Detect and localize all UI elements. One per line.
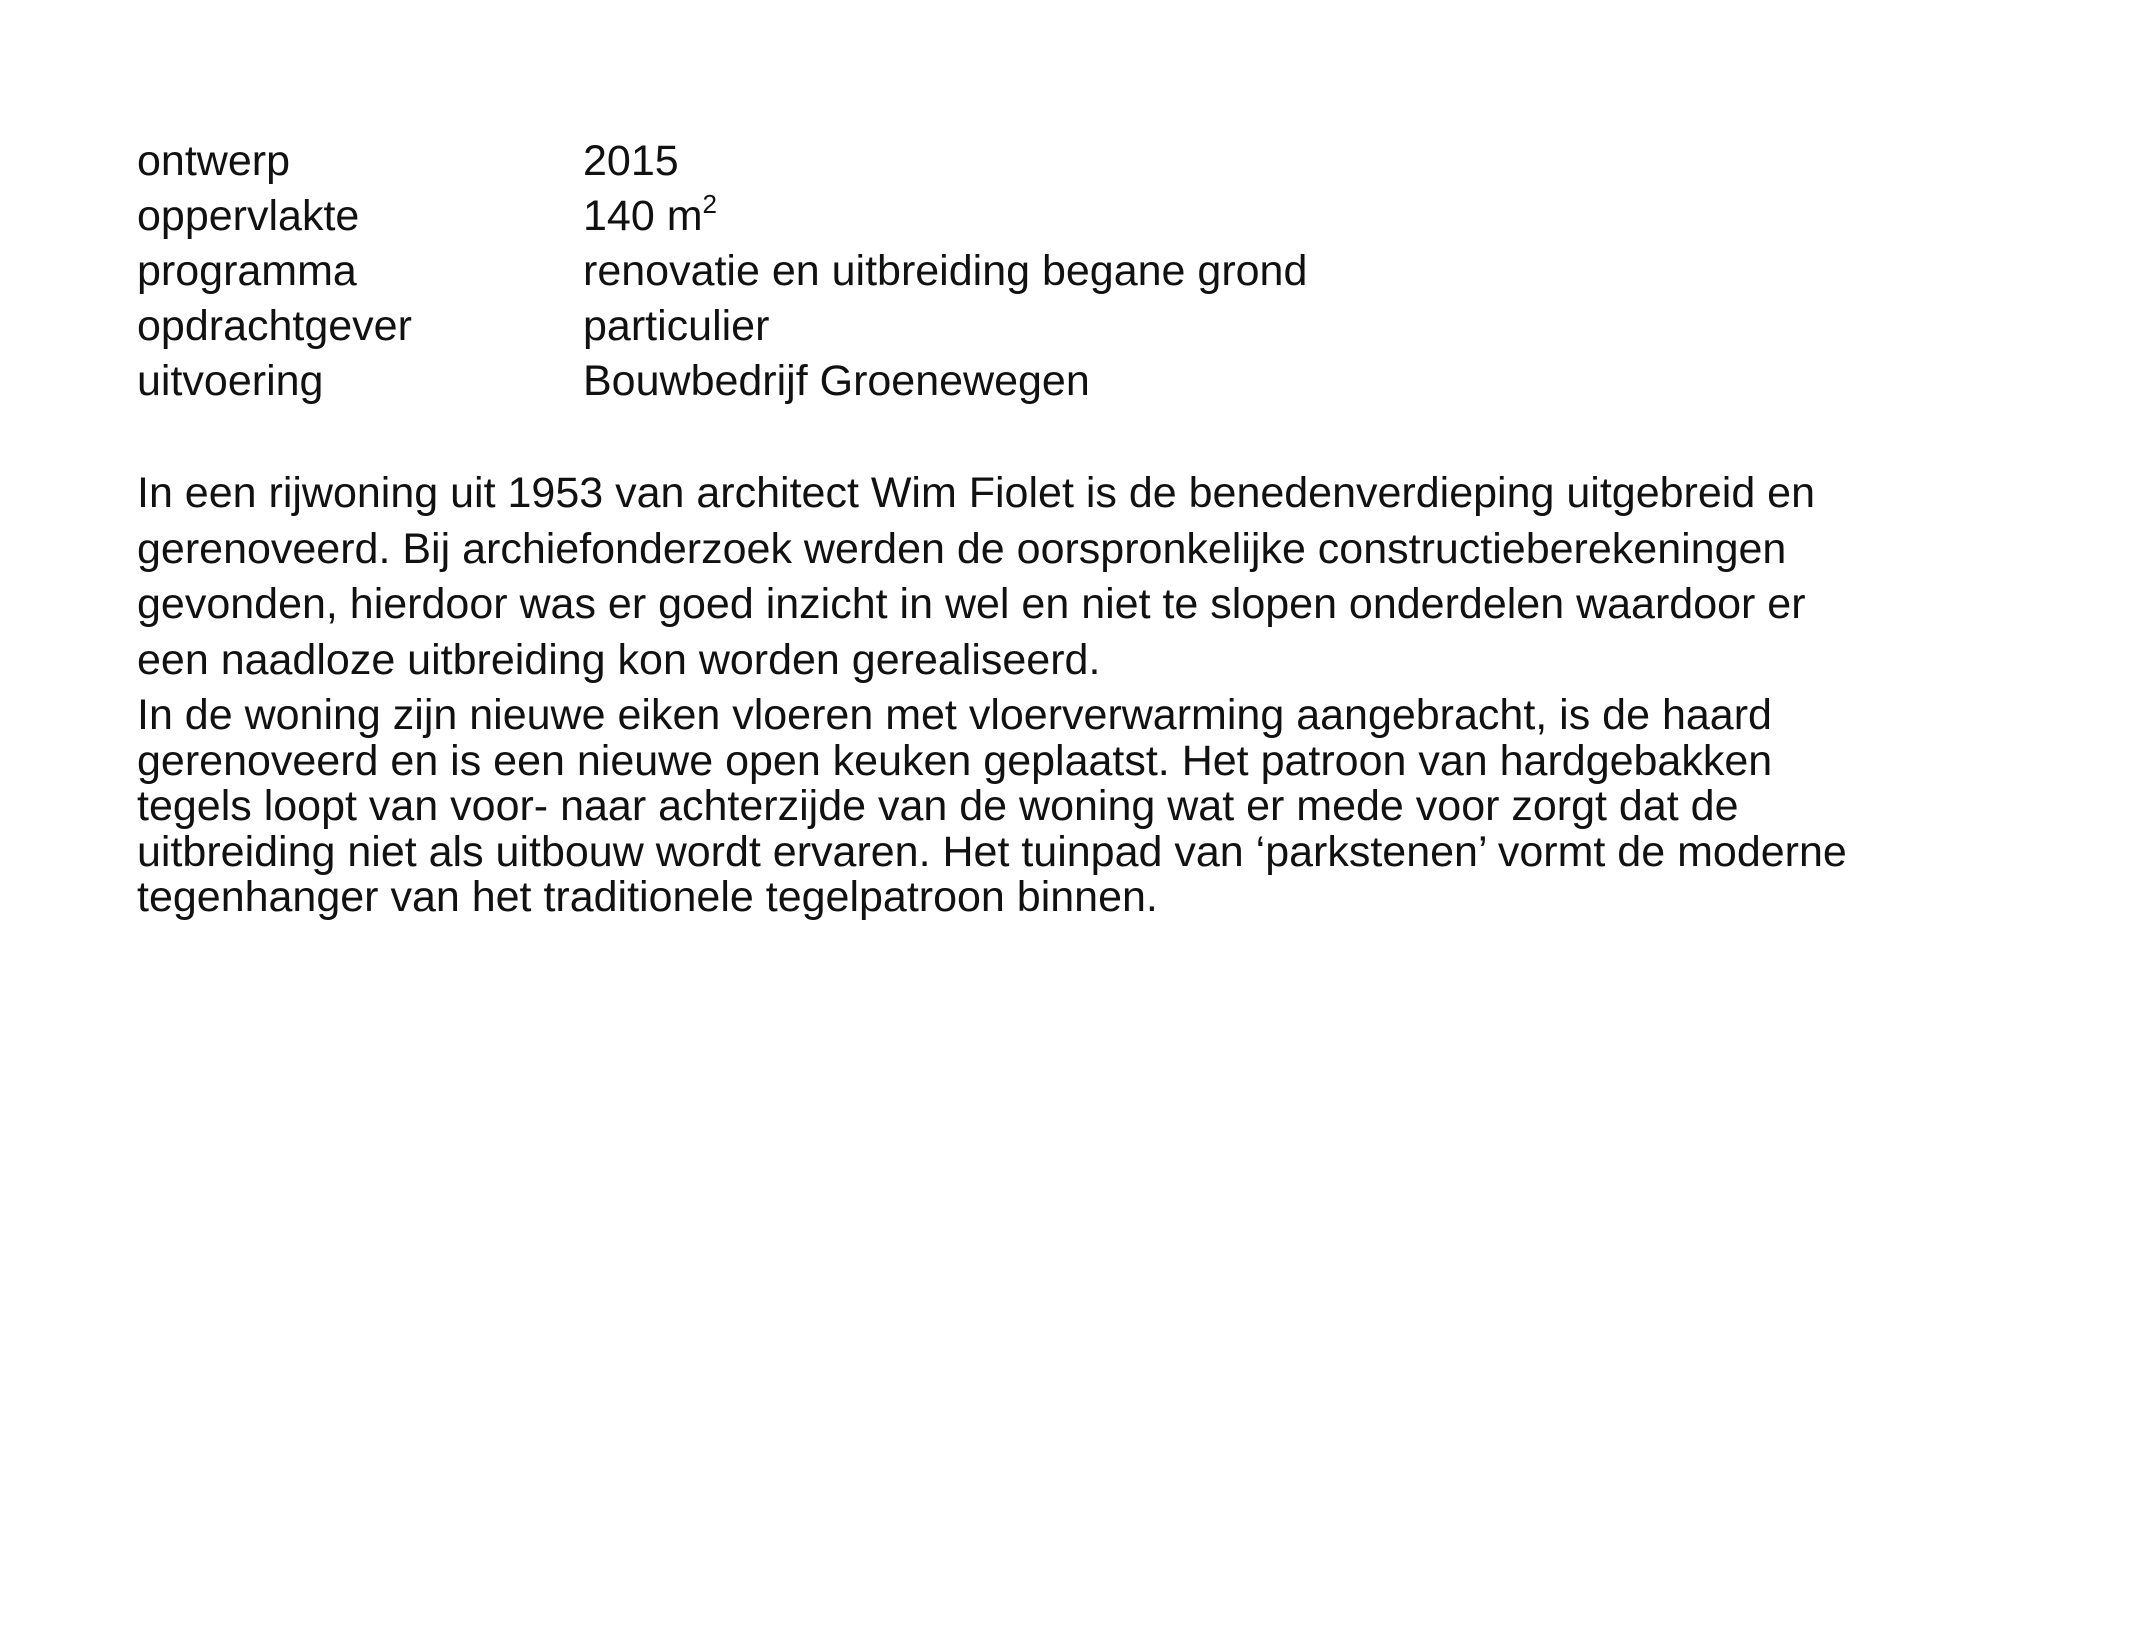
- text-line: een naadloze uitbreiding kon worden gerealiseerd.: [137, 635, 1101, 684]
- text-line: gerenoveerd. Bij archiefonderzoek werden de oorspronkelijke constructieberekeningen: [137, 524, 1787, 573]
- spec-row-opdrachtgever: [137, 299, 1537, 354]
- text-line: gevonden, hierdoor was er goed inzicht in wel en niet te slopen onderdelen waardoor er: [137, 580, 1806, 628]
- spec-label: oppervlakte: [137, 192, 360, 240]
- text-line: tegels loopt van voor- naar achterzijde van de woning wat er mede voor zorgt dat de: [137, 782, 1739, 830]
- text-line: uitbreiding niet als uitbouw wordt ervaren. Het tuinpad van ‘parkstenen’ vormt de moderne: [137, 827, 1847, 876]
- area-superscript: 2: [702, 188, 717, 219]
- spec-value: Bouwbedrijf Groenewegen: [583, 357, 1090, 405]
- spec-row-programma: [137, 244, 1537, 299]
- spec-label: ontwerp: [137, 137, 290, 185]
- area-value: 140 m: [583, 192, 703, 240]
- spec-row-oppervlakte: [137, 189, 1537, 244]
- text-line: In de woning zijn nieuwe eiken vloeren met vloerverwarming aangebracht, is de haard: [137, 691, 1772, 739]
- spec-value: [583, 189, 717, 244]
- spec-row-ontwerp: [137, 134, 1537, 189]
- spec-value: 2015: [583, 137, 679, 185]
- spec-row-uitvoering: [137, 354, 1537, 409]
- project-specs: [137, 134, 1537, 409]
- spec-value: renovatie en uitbreiding begane grond: [583, 247, 1308, 295]
- text-line: gerenoveerd en is een nieuwe open keuken geplaatst. Het patroon van hardgebakken: [137, 736, 1773, 785]
- description-paragraph-2: [137, 693, 2037, 921]
- spec-label: programma: [137, 247, 357, 295]
- text-line: tegenhanger van het traditionele tegelpatroon binnen.: [137, 873, 1158, 921]
- text-line: In een rijwoning uit 1953 van architect Wim Fiolet is de benedenverdieping uitgebreid en: [137, 469, 1816, 517]
- description-paragraph-1: [137, 466, 2037, 688]
- spec-label: uitvoering: [137, 357, 324, 405]
- spec-label: opdrachtgever: [137, 302, 412, 350]
- spec-value: particulier: [583, 302, 770, 350]
